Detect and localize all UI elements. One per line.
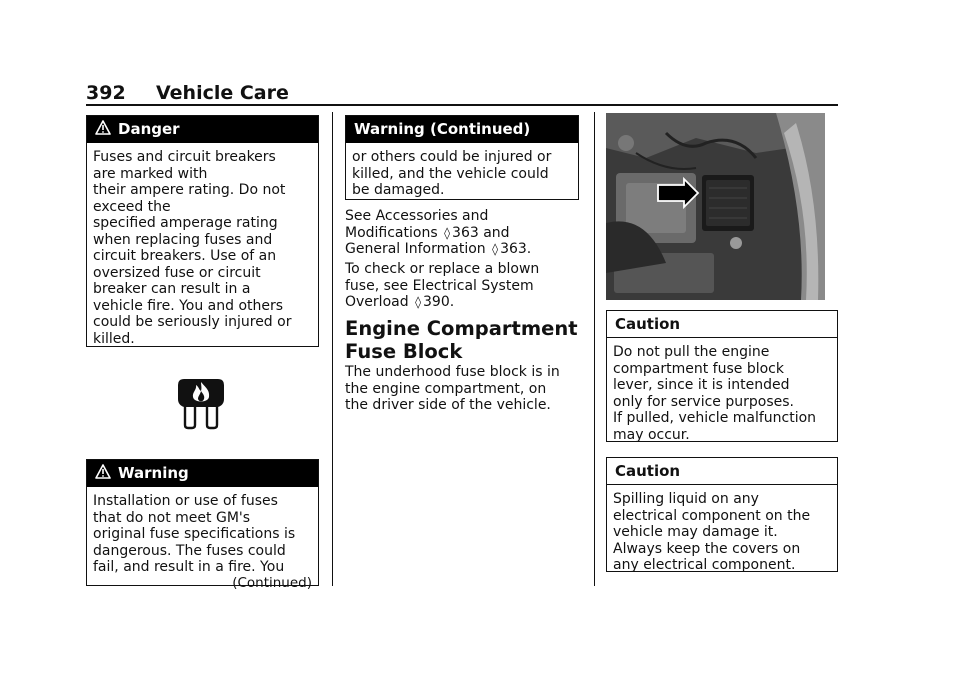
paragraph-line: the engine compartment, on	[345, 380, 547, 397]
caution-line: compartment fuse block	[613, 360, 784, 377]
column-divider-right	[594, 112, 595, 586]
page-reference-icon: ◊	[492, 242, 499, 256]
warning-triangle-icon	[95, 120, 111, 135]
warning-triangle-icon	[95, 464, 111, 479]
link-text[interactable]: General Information	[345, 241, 486, 257]
caution-line: vehicle may damage it.	[613, 524, 778, 540]
paragraph-line	[345, 225, 585, 242]
caution-line: Always keep the covers on	[613, 540, 801, 557]
engine-compartment-photo	[606, 113, 825, 300]
warning-continued-text	[346, 143, 578, 205]
danger-line: could be seriously injured or	[93, 314, 292, 330]
danger-box	[86, 115, 319, 347]
caution-line: only for service purposes.	[613, 393, 794, 410]
warning-line: dangerous. The fuses could	[93, 542, 286, 559]
danger-line: exceed the	[93, 198, 171, 215]
blown-fuse-paragraph	[345, 261, 585, 311]
page-number: 392	[86, 82, 126, 104]
page-reference[interactable]: 390.	[423, 294, 455, 310]
paragraph-line: the driver side of the vehicle.	[345, 397, 551, 413]
danger-line: their ampere rating. Do not	[93, 182, 286, 198]
warning-header	[87, 460, 318, 487]
danger-title: Danger	[118, 120, 180, 138]
page-reference[interactable]: 363.	[500, 241, 532, 257]
danger-header	[87, 116, 318, 143]
section-heading	[345, 317, 585, 363]
section-title: Vehicle Care	[156, 82, 289, 104]
caution-title: Caution	[615, 462, 681, 480]
danger-line: specified amperage rating	[93, 215, 278, 231]
caution-header	[607, 311, 837, 338]
warning-continued-title: Warning (Continued)	[354, 120, 531, 138]
warning-line: that do not meet GM's	[93, 509, 251, 526]
underhood-paragraph	[345, 364, 585, 414]
warning-continued-header	[346, 116, 578, 143]
warning-continued-line: or others could be injured or	[352, 149, 552, 165]
caution-box-1	[606, 310, 838, 442]
warning-text	[87, 487, 318, 592]
danger-line: Fuses and circuit breakers	[93, 149, 276, 165]
warning-line: fail, and result in a fire. You	[93, 559, 285, 575]
paragraph-line: fuse, see Electrical System	[345, 277, 534, 294]
caution-line: lever, since it is intended	[613, 377, 790, 393]
continued-label: (Continued)	[232, 574, 312, 591]
caution-line: electrical component on the	[613, 507, 811, 524]
header-rule	[86, 104, 838, 106]
danger-line: circuit breakers. Use of an	[93, 248, 277, 264]
heading-line: Fuse Block	[345, 340, 463, 363]
link-text[interactable]: Modifications	[345, 224, 438, 241]
danger-line: breaker can result in a	[93, 281, 251, 297]
danger-line: oversized fuse or circuit	[93, 264, 261, 281]
caution-text	[607, 485, 837, 580]
warning-continued-line: be damaged.	[352, 182, 445, 198]
caution-text	[607, 338, 837, 449]
warning-box	[86, 459, 319, 591]
warning-continued-line: killed, and the vehicle could	[352, 165, 549, 182]
paragraph-line	[345, 294, 585, 311]
caution-line: Do not pull the engine	[613, 344, 770, 360]
caution-box-2	[606, 457, 838, 572]
caution-header	[607, 458, 837, 485]
paragraph-line: See Accessories and	[345, 208, 489, 224]
paragraph-line	[345, 241, 585, 258]
danger-line: killed.	[93, 330, 135, 347]
danger-line: when replacing fuses and	[93, 231, 273, 248]
paragraph-text: and	[483, 224, 510, 241]
accessories-paragraph	[345, 208, 585, 258]
page-reference[interactable]: 363	[452, 224, 479, 241]
caution-line: If pulled, vehicle malfunction	[613, 410, 817, 426]
page-header	[86, 82, 838, 104]
warning-continued-box	[345, 115, 579, 200]
caution-line: Spilling liquid on any	[613, 491, 759, 507]
warning-title: Warning	[118, 464, 189, 482]
danger-line: are marked with	[93, 165, 208, 182]
page-reference-icon: ◊	[444, 225, 451, 240]
caution-line: may occur.	[613, 426, 690, 443]
column-divider-left	[332, 112, 333, 586]
link-text[interactable]: Overload	[345, 294, 409, 310]
warning-line: Installation or use of fuses	[93, 493, 278, 509]
caution-line: any electrical component.	[613, 557, 796, 573]
page-reference-icon: ◊	[415, 295, 421, 309]
fuse-fire-icon	[172, 375, 230, 431]
heading-line: Engine Compartment	[345, 317, 578, 340]
paragraph-line: To check or replace a blown	[345, 261, 540, 277]
danger-line: vehicle fire. You and others	[93, 297, 284, 314]
caution-title: Caution	[615, 315, 681, 333]
warning-line: original fuse specifications is	[93, 526, 296, 542]
paragraph-line: The underhood fuse block is in	[345, 364, 560, 380]
danger-text	[87, 143, 318, 353]
